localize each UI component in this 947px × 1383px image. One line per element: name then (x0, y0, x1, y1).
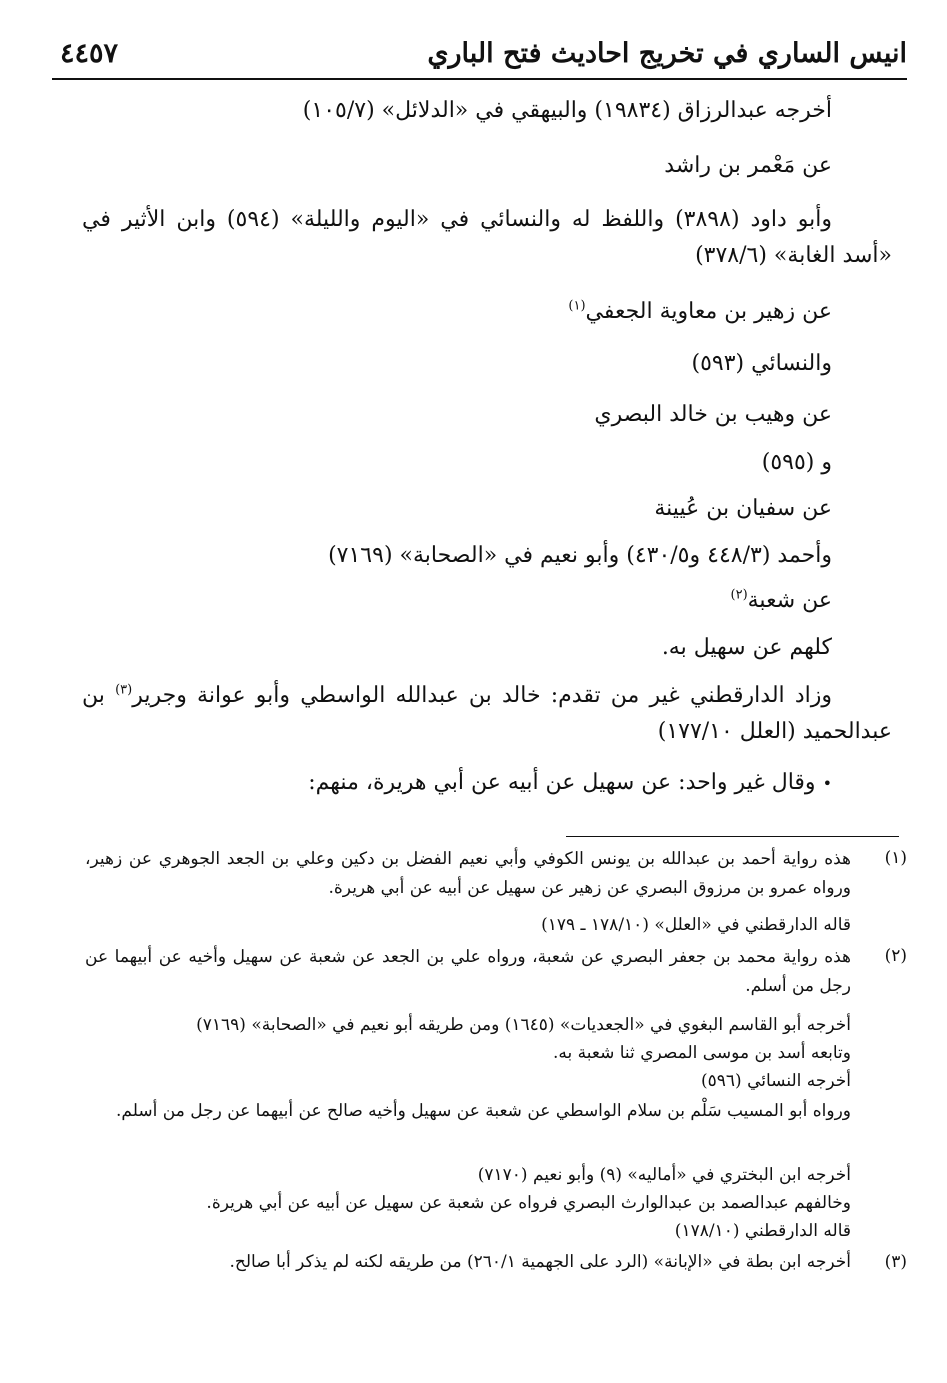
footnote-number: (٢) (884, 946, 907, 966)
page-number: ٤٤٥٧ (60, 38, 119, 69)
text-line: عن مَعْمر بن راشد (664, 153, 832, 178)
header-rule (52, 78, 907, 80)
text-line: عن وهيب بن خالد البصري (594, 402, 832, 427)
footnote-rule (566, 836, 899, 837)
page-header (60, 34, 907, 74)
text-paragraph (82, 678, 892, 750)
footnote-text: أخرجه النسائي (٥٩٦) (700, 1071, 851, 1091)
footnote-ref: (٣) (115, 682, 133, 698)
running-title: انيس الساري في تخريج احاديث فتح الباري (427, 38, 907, 69)
text-line: أخرجه عبدالرزاق (١٩٨٣٤) والبيهقي في «الدلائل» (١٠٥/٧) (302, 98, 832, 123)
footnote-text: أخرجه ابن البختري في «أماليه» (٩) وأبو نعيم (٧١٧٠) (477, 1165, 851, 1185)
footnote-text: هذه رواية محمد بن جعفر البصري عن شعبة، ورواه علي بن الجعد عن شعبة عن سهيل وأخيه عن أبيهما عن رجل من أسلم. (85, 947, 851, 996)
text-line: كلهم عن سهيل به. (661, 635, 832, 660)
text-line (731, 588, 833, 613)
bullet-icon: • (822, 774, 832, 793)
text-line: وأحمد (٤٤٨/٣ و٤٣٠/٥) وأبو نعيم في «الصحابة» (٧١٦٩) (328, 543, 832, 568)
text-segment: عن شعبة (747, 588, 832, 613)
footnote-text: قاله الدارقطني (١٧٨/١٠) (674, 1221, 851, 1241)
text-line: والنسائي (٥٩٣) (691, 351, 832, 376)
footnote-text: وخالفهم عبدالصمد بن عبدالوارث البصري فرواه عن شعبة عن سهيل عن أبيه عن أبي هريرة. (206, 1193, 851, 1213)
footnote-number: (١) (884, 848, 907, 868)
text-segment: وقال غير واحد: عن سهيل عن أبيه عن أبي هريرة، منهم: (308, 770, 816, 795)
text-line: و (٥٩٥) (761, 450, 832, 475)
text-paragraph: وأبو داود (٣٨٩٨) واللفظ له والنسائي في «اليوم والليلة» (٥٩٤) وابن الأثير في «أسد الغابة» (٣٧٨/٦) (82, 207, 892, 268)
footnote-text: قاله الدارقطني في «العلل» (١٧٨/١٠ ـ ١٧٩) (541, 915, 851, 935)
text-line: عن سفيان بن عُيينة (654, 496, 832, 521)
footnote-ref: (٢) (730, 587, 748, 603)
footnote-text: وتابعه أسد بن موسى المصري ثنا شعبة به. (553, 1043, 851, 1063)
footnote-text: هذه رواية أحمد بن عبدالله بن يونس الكوفي وأبي نعيم الفضل بن دكين وعلي بن الجعد الجوهري عن زهير، ورواه عمرو بن مرزوق البصري عن زهير عن سهيل عن أبيه عن أبي هريرة. (85, 849, 851, 898)
footnote-number: (٣) (884, 1252, 907, 1272)
footnote-text: أخرجه أبو القاسم البغوي في «الجعديات» (١٦٤٥) ومن طريقه أبو نعيم في «الصحابة» (٧١٦٩) (196, 1015, 851, 1035)
footnote-text: أخرجه ابن بطة في «الإبانة» (الرد على الجهمية ٢٦٠/١) من طريقه لكنه لم يذكر أبا صالح. (229, 1252, 851, 1272)
footnote-text: ورواه أبو المسيب سَلْم بن سلام الواسطي عن شعبة عن سهيل وأخيه صالح عن أبيهما عن رجل من أسلم. (116, 1101, 851, 1121)
text-segment: وزاد الدارقطني غير من تقدم: خالد بن عبدالله الواسطي وأبو عوانة وجرير (132, 683, 832, 708)
text-line (308, 770, 832, 795)
text-segment: عن زهير بن معاوية الجعفي (585, 299, 832, 324)
footnote-ref: (١) (568, 298, 586, 314)
text-line (568, 299, 832, 324)
text-segment: بن عبدالحميد (العلل ١٧٧/١٠) (82, 683, 892, 744)
